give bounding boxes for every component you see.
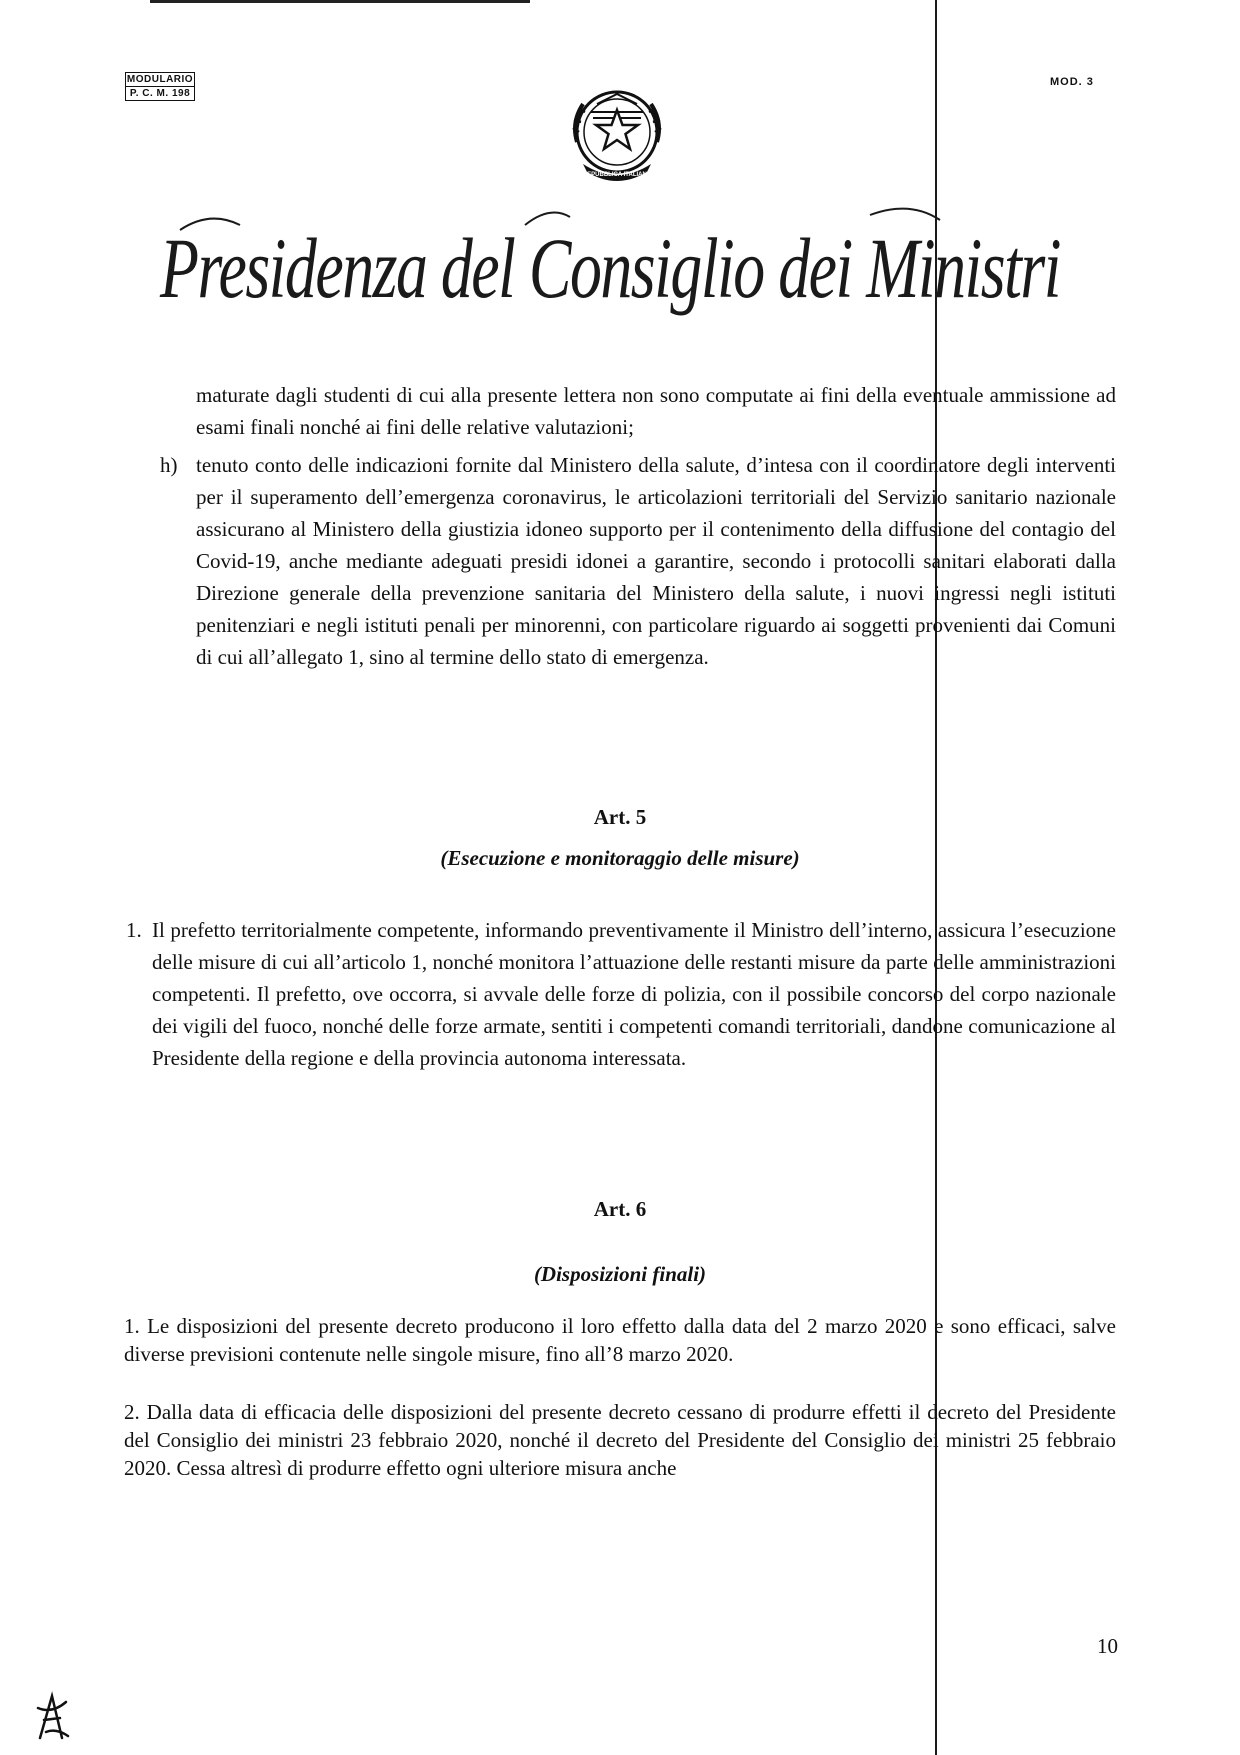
letterhead-title bbox=[150, 205, 1090, 335]
article-5-subtitle: (Esecuzione e monitoraggio delle misure) bbox=[440, 846, 800, 870]
article-6-subtitle: (Disposizioni finali) bbox=[533, 1262, 707, 1286]
article-5-title: Art. 5 bbox=[593, 805, 647, 829]
article-6-paragraph-2: 2. Dalla data di efficacia delle disposizioni del presente decreto cessano di produrre effetti il decreto del Presidente del Consiglio dei ministri 23 febbraio 2020, nonché il decreto del Presidente del Consiglio dei ministri 25 febbraio 2020. Cessa altresì di produrre effetto ogni ulteriore misura anche bbox=[124, 1400, 1116, 1480]
article-6-title: Art. 6 bbox=[593, 1197, 647, 1221]
scan-top-edge bbox=[150, 0, 530, 3]
handwritten-initials bbox=[32, 1688, 72, 1743]
article-5-paragraph-1: Il prefetto territorialmente competente, informando preventivamente il Ministro dell’interno, assicura l’esecuzione delle misure di cui all’articolo 1, nonché monitora l’attuazione delle restanti misure da parte delle amministrazioni competenti. Il prefetto, ove occorra, si avvale delle forze di polizia, con il possibile concorso del corpo nazionale dei vigili del fuoco, nonché delle forze armate, sentiti i competenti comandi territoriali, dandone comunicazione al Presidente della regione e della provincia autonoma interessata. bbox=[152, 918, 1116, 1070]
article-5-paragraph-number: 1. bbox=[126, 918, 142, 942]
stamp-line-1: MODULARIO bbox=[126, 74, 194, 85]
modulario-stamp bbox=[125, 72, 195, 101]
stamp-line-2: P. C. M. 198 bbox=[126, 86, 194, 100]
list-marker-h: h) bbox=[160, 453, 178, 477]
emblem-caption: REPUBBLICA ITALIANA bbox=[582, 172, 652, 178]
page-number: 10 bbox=[1097, 1634, 1118, 1658]
list-item-h: tenuto conto delle indicazioni fornite dal Ministero della salute, d’intesa con il coordinatore degli interventi per il superamento dell’emergenza coronavirus, le articolazioni territoriali del Servizio sanitario nazionale assicurano al Ministero della giustizia idoneo supporto per il contenimento della diffusione del contagio del Covid-19, anche mediante adeguati presidi idonei a garantire, secondo i protocolli sanitari elaborati dalla Direzione generale della prevenzione sanitaria del Ministero della salute, i nuovi ingressi negli istituti penitenziari e negli istituti penali per minorenni, con particolare riguardo ai soggetti provenienti dai Comuni di cui all’allegato 1, sino al termine dello stato di emergenza. bbox=[196, 453, 1116, 669]
form-code: MOD. 3 bbox=[1050, 76, 1094, 88]
continuation-paragraph: maturate dagli studenti di cui alla presente lettera non sono computate ai fini della eventuale ammissione ad esami finali nonché ai fini delle relative valutazioni; bbox=[196, 383, 1116, 439]
emblem-of-italy-icon bbox=[563, 82, 671, 190]
letterhead-text: Presidenza del Consiglio dei Ministri bbox=[159, 220, 1061, 316]
article-6-paragraph-1: 1. Le disposizioni del presente decreto producono il loro effetto dalla data del 2 marzo 2020 e sono efficaci, salve diverse previsioni contenute nelle singole misure, fino all’8 marzo 2020. bbox=[124, 1314, 1116, 1366]
